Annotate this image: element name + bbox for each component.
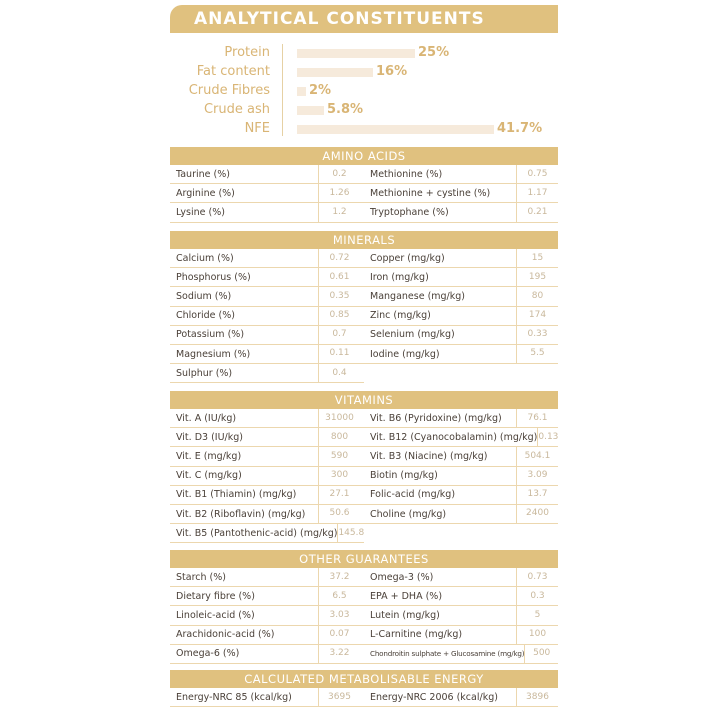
table-cell (364, 428, 558, 447)
nutrient-label: EPA + DHA (%) (370, 590, 443, 602)
nutrient-label: Sulphur (%) (176, 367, 233, 379)
table-cell (170, 307, 364, 326)
table-row (170, 184, 558, 203)
table-vitamins (170, 391, 558, 543)
table-cell (170, 467, 364, 486)
table-cell (364, 606, 558, 625)
constituent-value: 16% (376, 64, 408, 79)
nutrient-value: 0.85 (318, 306, 360, 325)
nutrient-value: 27.1 (318, 485, 360, 504)
table-row (170, 345, 558, 364)
table-cell (364, 524, 558, 543)
table-calculated-metabolisable-energy (170, 670, 558, 707)
nutrient-label: Linoleic-acid (%) (176, 609, 255, 621)
nutrient-label: Lysine (%) (176, 206, 225, 218)
constituent-value: 5.8% (327, 102, 364, 117)
nutrient-label: Energy-NRC 85 (kcal/kg) (176, 691, 292, 703)
table-row (170, 447, 558, 466)
nutrient-value: 195 (516, 268, 558, 287)
constituent-value: 41.7% (497, 121, 543, 136)
table-cell (170, 165, 364, 184)
table-cell (364, 287, 558, 306)
table-cell (170, 645, 364, 664)
nutrient-value: 0.11 (318, 344, 360, 363)
table-row (170, 568, 558, 587)
nutrient-value: 0.3 (516, 587, 558, 606)
table-amino-acids (170, 147, 558, 223)
nutrient-value: 3.22 (318, 644, 360, 663)
nutrient-value: 0.13 (537, 428, 558, 447)
nutrient-label: Sodium (%) (176, 290, 232, 302)
nutrient-label: Calcium (%) (176, 252, 234, 264)
section-header: VITAMINS (170, 391, 558, 409)
table-cell (364, 447, 558, 466)
table-cell (364, 268, 558, 287)
nutrient-label: Zinc (mg/kg) (370, 310, 431, 322)
table-cell (364, 467, 558, 486)
nutrient-value: 174 (516, 306, 558, 325)
nutrient-label: Taurine (%) (176, 168, 230, 180)
nutrient-label: Tryptophane (%) (370, 206, 449, 218)
table-row (170, 287, 558, 306)
nutrient-value: 0.7 (318, 325, 360, 344)
nutrient-label: Vit. C (mg/kg) (176, 470, 242, 482)
nutrient-label: Omega-3 (%) (370, 571, 434, 583)
nutrient-label: Lutein (mg/kg) (370, 609, 440, 621)
constituents-chart (170, 42, 558, 137)
nutrient-value: 0.21 (516, 203, 558, 222)
table-row (170, 249, 558, 268)
nutrient-label: Arachidonic-acid (%) (176, 629, 275, 641)
table-cell (364, 645, 558, 664)
table-row (170, 307, 558, 326)
nutrient-label: Energy-NRC 2006 (kcal/kg) (370, 691, 498, 703)
table-cell (170, 568, 364, 587)
table-row (170, 626, 558, 645)
constituent-bar (297, 106, 324, 115)
nutrient-value: 300 (318, 466, 360, 485)
nutrient-value: 0.75 (516, 165, 558, 184)
nutrient-label: Phosphorus (%) (176, 271, 251, 283)
nutrient-label: Iron (mg/kg) (370, 271, 429, 283)
table-row (170, 645, 558, 664)
nutrient-value: 1.26 (318, 184, 360, 203)
nutrient-value: 50.6 (318, 504, 360, 523)
nutrient-value: 800 (318, 428, 360, 447)
nutrient-label: L-Carnitine (mg/kg) (370, 629, 463, 641)
page-title: ANALYTICAL CONSTITUENTS (194, 9, 485, 29)
table-cell (364, 203, 558, 222)
nutrient-value: 590 (318, 447, 360, 466)
table-cell (170, 587, 364, 606)
nutrient-value: 145.8 (337, 524, 364, 543)
table-row (170, 364, 558, 383)
constituent-bar (297, 49, 415, 58)
nutrient-value: 31000 (318, 409, 360, 428)
table-cell (170, 268, 364, 287)
page-title-banner (170, 5, 558, 33)
nutrient-label: Methionine + cystine (%) (370, 187, 491, 199)
table-cell (364, 409, 558, 428)
nutrient-label: Folic-acid (mg/kg) (370, 489, 456, 501)
section-header: CALCULATED METABOLISABLE ENERGY (170, 670, 558, 688)
nutrient-value: 0.61 (318, 268, 360, 287)
table-cell (364, 505, 558, 524)
nutrient-value: 0.72 (318, 249, 360, 268)
table-cell (170, 524, 364, 543)
nutrient-label: Iodine (mg/kg) (370, 348, 440, 360)
nutrient-label: Vit. B2 (Riboflavin) (mg/kg) (176, 508, 306, 520)
table-cell (170, 203, 364, 222)
nutrient-value: 100 (516, 625, 558, 644)
table-cell (364, 345, 558, 364)
constituent-value: 2% (309, 83, 332, 98)
nutrient-value: 15 (516, 249, 558, 268)
table-cell (364, 688, 558, 707)
nutrient-value: 3.03 (318, 606, 360, 625)
constituent-label: Protein (224, 45, 270, 60)
table-row (170, 467, 558, 486)
nutrient-label: Vit. E (mg/kg) (176, 450, 242, 462)
nutrient-value: 0.35 (318, 287, 360, 306)
table-row (170, 505, 558, 524)
table-row (170, 203, 558, 222)
table-row (170, 688, 558, 707)
table-row (170, 587, 558, 606)
table-cell (170, 486, 364, 505)
nutrient-value: 2400 (516, 504, 558, 523)
nutrient-label: Selenium (mg/kg) (370, 329, 455, 341)
nutrient-value: 0.73 (516, 568, 558, 587)
constituent-label: NFE (244, 121, 270, 136)
nutrient-label: Potassium (%) (176, 329, 245, 341)
table-cell (170, 688, 364, 707)
table-cell (364, 587, 558, 606)
table-cell (170, 409, 364, 428)
table-cell (170, 364, 364, 383)
table-row (170, 409, 558, 428)
table-cell (364, 307, 558, 326)
nutrient-value: 500 (524, 644, 558, 663)
nutrient-value: 80 (516, 287, 558, 306)
table-cell (170, 606, 364, 625)
table-cell (170, 626, 364, 645)
nutrient-value: 0.07 (318, 625, 360, 644)
table-cell (170, 505, 364, 524)
table-cell (170, 447, 364, 466)
constituent-bar (297, 125, 494, 134)
section-header: MINERALS (170, 231, 558, 249)
table-row (170, 606, 558, 625)
table-row (170, 524, 558, 543)
constituent-label: Crude Fibres (188, 83, 270, 98)
nutrient-value: 0.33 (516, 325, 558, 344)
constituent-value: 25% (418, 45, 450, 60)
table-minerals (170, 231, 558, 383)
nutrient-label: Copper (mg/kg) (370, 252, 445, 264)
nutrient-value: 1.17 (516, 184, 558, 203)
section-header: OTHER GUARANTEES (170, 550, 558, 568)
nutrient-value: 0.4 (318, 364, 360, 383)
nutrient-label: Vit. B3 (Niacine) (mg/kg) (370, 450, 488, 462)
nutrient-value: 37.2 (318, 568, 360, 587)
constituent-label: Fat content (196, 64, 270, 79)
nutrient-label: Omega-6 (%) (176, 648, 240, 660)
table-cell (170, 326, 364, 345)
table-cell (364, 626, 558, 645)
constituent-bar (297, 68, 373, 77)
nutrient-value: 76.1 (516, 409, 558, 428)
nutrient-value: 3.09 (516, 466, 558, 485)
constituent-bar (297, 87, 306, 96)
nutrient-label: Vit. D3 (IU/kg) (176, 431, 243, 443)
nutrient-label: Vit. A (IU/kg) (176, 412, 237, 424)
nutrient-value: 13.7 (516, 485, 558, 504)
table-cell (364, 486, 558, 505)
table-cell (364, 249, 558, 268)
nutrient-value: 3896 (516, 688, 558, 707)
nutrient-label: Vit. B1 (Thiamin) (mg/kg) (176, 489, 297, 501)
nutrient-value: 0.2 (318, 165, 360, 184)
nutrient-label: Biotin (mg/kg) (370, 470, 438, 482)
table-other-guarantees (170, 550, 558, 664)
nutrient-value: 5 (516, 606, 558, 625)
table-cell (364, 364, 558, 383)
nutrient-label: Arginine (%) (176, 187, 235, 199)
nutrient-label: Vit. B12 (Cyanocobalamin) (mg/kg) (370, 431, 538, 443)
nutrient-value: 504.1 (516, 447, 558, 466)
table-cell (170, 184, 364, 203)
table-cell (170, 287, 364, 306)
nutrient-label: Methionine (%) (370, 168, 443, 180)
nutrient-value: 3695 (318, 688, 360, 707)
nutrient-label: Chloride (%) (176, 310, 235, 322)
nutrient-label: Magnesium (%) (176, 348, 251, 360)
nutrient-value: 5.5 (516, 344, 558, 363)
table-row (170, 268, 558, 287)
nutrient-label: Choline (mg/kg) (370, 508, 447, 520)
nutrient-label: Manganese (mg/kg) (370, 290, 465, 302)
table-cell (364, 184, 558, 203)
table-cell (364, 165, 558, 184)
nutrient-label: Vit. B6 (Pyridoxine) (mg/kg) (370, 412, 502, 424)
table-cell (170, 249, 364, 268)
chart-axis (282, 44, 283, 136)
nutrient-label: Dietary fibre (%) (176, 590, 255, 602)
section-header: AMINO ACIDS (170, 147, 558, 165)
table-cell (364, 568, 558, 587)
table-row (170, 428, 558, 447)
table-cell (170, 345, 364, 364)
nutrient-label: Chondroitin sulphate + Glucosamine (mg/kg) (370, 649, 525, 659)
table-row (170, 486, 558, 505)
table-row (170, 326, 558, 345)
nutrient-label: Vit. B5 (Pantothenic-acid) (mg/kg) (176, 527, 338, 539)
nutrient-label: Starch (%) (176, 571, 226, 583)
table-row (170, 165, 558, 184)
nutrient-value: 6.5 (318, 587, 360, 606)
table-cell (364, 326, 558, 345)
table-cell (170, 428, 364, 447)
constituent-label: Crude ash (203, 102, 270, 117)
nutrient-value: 1.2 (318, 203, 360, 222)
